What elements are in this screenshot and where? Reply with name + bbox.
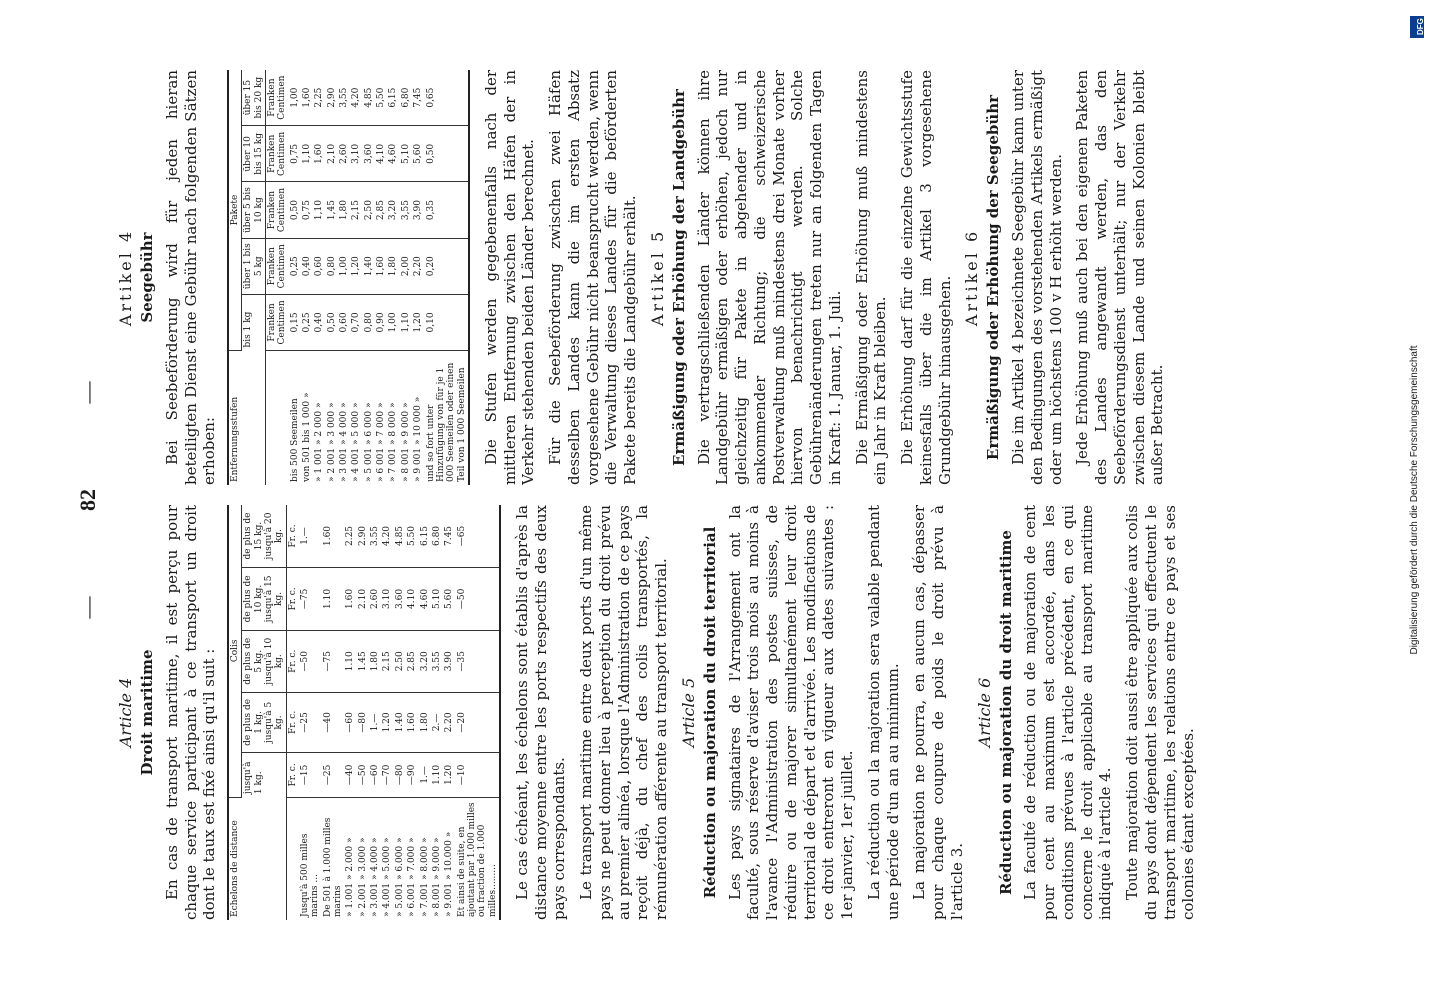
rate-cell: —40 (322, 692, 345, 753)
rate-cell: 2.25 (344, 505, 356, 567)
rate-cell: 0,70 (350, 294, 362, 350)
rate-cell: 3.55 (431, 630, 443, 692)
artikel-5-heading: Ermäßigung oder Erhöhung der Landgebühr (669, 89, 688, 466)
rate-cell: 1,45 (326, 182, 338, 238)
rate-cell: 0,50 (326, 294, 338, 350)
rate-cell: 4.20 (381, 505, 393, 567)
article-6-heading: Réduction ou majoration du droit maritime (996, 530, 1015, 895)
rate-cell: 5,50 (375, 70, 387, 126)
table-row (301, 70, 313, 485)
rate-cell: —10 (456, 753, 500, 797)
rate-cell: 0,25 (289, 238, 301, 294)
table-row (406, 505, 418, 920)
table-row (375, 70, 387, 485)
rate-cell: 0,50 (289, 182, 301, 238)
rate-cell: 1,80 (387, 238, 399, 294)
rate-cell: —60 (369, 753, 381, 797)
rate-cell: 0,90 (375, 294, 387, 350)
digitization-credit: Digitalisierung gefördert durch die Deutsche Forschungsgemeinschaft (1409, 345, 1420, 655)
rate-cell: 1.40 (394, 692, 406, 753)
rate-cell: 3.20 (419, 630, 431, 692)
artikel-5-para-1: Die vertragschließenden Länder können ihre Landgebühr ermäßigen oder erhöhen, jedoch nur gleichzeitig für Pakete in abgehender und in ankommender Richtung; die schweizerische Postverwaltung muß mindestens drei Monate vorher hiervon benachrichtigt werden. Solche Gebührenänderungen treten nur an folgenden Tagen in Kraft: 1. Januar, 1. Juli. (694, 70, 844, 485)
distance-label: » 1.001 » 2.000 » (345, 837, 356, 917)
page-number-line (75, 0, 101, 1000)
rate-cell: 6,80 (400, 70, 412, 126)
distance-label: von 501 bis 1 000 » (302, 392, 313, 482)
rate-cell: 4.10 (406, 567, 418, 630)
artikel-4-para-2: Für die Seebeförderung zwischen zwei Häfen desselben Landes kann die im ersten Absatz vorgesehene Gebühr nicht beansprucht werden, wenn die Verwaltung dieses Landes für die beförderten Pakete bereits die Landgebühr erhält. (546, 70, 640, 485)
rate-cell: —20 (456, 692, 500, 753)
unit-cell: Fr. c. (286, 505, 299, 567)
rate-cell: 2.90 (357, 505, 369, 567)
table-row (357, 505, 369, 920)
artikel-4-title: Artikel 4 (116, 228, 135, 327)
artikel-6-para-2: Jede Erhöhung muß auch bei den eigenen Paketen des Landes angewandt werden, das den Seebeförderungsdienst unterhält; nur der Verkehr zwischen diesem Lande und seinen Kolonien bleibt außer Betracht. (1073, 70, 1167, 485)
page-number: 82 (75, 489, 100, 511)
rate-cell: 1.45 (357, 630, 369, 692)
dfg-logo: DFG (1410, 16, 1424, 38)
rate-cell: 5.10 (431, 567, 443, 630)
rate-cell: —50 (299, 630, 322, 692)
article-6-title: Article 6 (974, 677, 994, 748)
weight-col-header: de plus de 15 kg. jusqu'à 20 kg. (242, 505, 286, 567)
rate-cell: 2.15 (381, 630, 393, 692)
weight-col-header: de plus de 1 kg. jusqu'à 5 kg. (242, 692, 286, 753)
rate-cell: 6,15 (387, 70, 399, 126)
rate-cell: 4,85 (363, 70, 375, 126)
artikel-6-para-1: Die im Artikel 4 bezeichnete Seegebühr kann unter den Bedingungen des vorstehenden Artikels ermäßigt oder um höchstens 100 v H erhöht werden. (1009, 70, 1065, 485)
weight-col-header: de plus de 5 kg. jusqu'à 10 kg. (242, 630, 286, 692)
rate-cell: 2,90 (326, 70, 338, 126)
rate-cell: 0,15 (289, 294, 301, 350)
unit-row (286, 505, 299, 920)
rate-cell: 6.80 (431, 505, 443, 567)
rate-cell: 2,10 (326, 126, 338, 182)
table-row (381, 505, 393, 920)
article-6-para-2: Toute majoration doit aussi être appliquée aux colis du pays dont dépendent les services qui effectuent le transport maritime, les relations entre ce pays et ses colonies étant exceptées. (1123, 505, 1198, 920)
table-row (387, 70, 399, 485)
distance-label: » 1 001 » 2 000 » (314, 402, 325, 482)
rate-cell: 0,50 (425, 126, 469, 182)
rate-cell: 0,80 (326, 238, 338, 294)
rate-cell: 0,60 (338, 294, 350, 350)
dash-right: — (75, 381, 100, 404)
rate-cell: 1,60 (313, 126, 325, 182)
table-row (313, 70, 325, 485)
french-column (110, 505, 1206, 920)
rate-cell: 3.60 (394, 567, 406, 630)
artikel-5-para-2: Die Ermäßigung oder Erhöhung muß mindestens ein Jahr in Kraft bleiben. (852, 70, 890, 485)
unit-cell: Fr. c. (286, 567, 299, 630)
artikel-6-heading: Ermäßigung oder Erhöhung der Seegebühr (984, 94, 1003, 461)
rate-cell: 0,35 (425, 182, 469, 238)
rate-cell: 1.10 (344, 630, 356, 692)
rate-cell: 4.60 (419, 567, 431, 630)
col-distance: Échelons de distance (228, 797, 286, 920)
rate-cell: 0,10 (425, 294, 469, 350)
table-row (400, 70, 412, 485)
rate-cell: 1,00 (338, 238, 350, 294)
table-row (344, 505, 356, 920)
rate-cell: 1,10 (313, 182, 325, 238)
rate-cell: 0,25 (301, 294, 313, 350)
rate-cell: 1.— (299, 505, 322, 567)
rate-cell: 3.55 (369, 505, 381, 567)
unit-spacer (286, 797, 299, 920)
rate-cell: 1.80 (419, 692, 431, 753)
rate-cell: 1,80 (338, 182, 350, 238)
rate-cell: —15 (299, 753, 322, 797)
rate-cell: —50 (456, 567, 500, 630)
rate-cell: 1.60 (406, 692, 418, 753)
rate-cell: 1.60 (322, 505, 345, 567)
rate-cell: —75 (299, 567, 322, 630)
table-row (425, 70, 469, 485)
rate-cell: 7,45 (412, 70, 424, 126)
distance-label: » 9 001 » 10 000 » (413, 396, 424, 482)
col-colis: Colis (228, 505, 242, 797)
rate-cell: —25 (322, 753, 345, 797)
weight-col-header: über 15 bis 20 kg (242, 70, 266, 126)
rate-cell: —90 (406, 753, 418, 797)
rate-cell: 1,60 (375, 238, 387, 294)
article-4-para-1: Le cas échéant, les échelons sont établis d'après la distance moyenne entre les ports respectifs des deux pays correspondants. (512, 505, 569, 920)
rate-cell: 1.60 (344, 567, 356, 630)
rate-cell: 0,40 (301, 238, 313, 294)
digitization-sidebar (1402, 8, 1432, 992)
distance-label: » 8 001 » 9 000 » (400, 402, 411, 482)
rate-cell: 3,55 (400, 182, 412, 238)
rate-cell: 0,65 (425, 70, 469, 126)
rate-cell: 0,75 (289, 126, 301, 182)
unit-cell: Fr. c. (286, 630, 299, 692)
article-5-heading: Réduction ou majoration du droit territorial (700, 526, 719, 899)
rate-cell: 1,20 (412, 294, 424, 350)
weight-col-header: über 5 bis 10 kg (242, 182, 266, 238)
rate-cell: 4,10 (375, 126, 387, 182)
rate-cell: 0,60 (313, 238, 325, 294)
artikel-4-heading: Seegebühr (138, 232, 156, 323)
rate-cell: 2,60 (338, 126, 350, 182)
table-row (456, 505, 500, 920)
artikel-5-title: Artikel 5 (647, 228, 667, 327)
rate-cell: 3.90 (443, 630, 455, 692)
distance-label: » 6.001 » 7.000 » (407, 837, 418, 917)
distance-label: » 2 001 » 3 000 » (326, 402, 337, 482)
rate-cell: 1,00 (387, 294, 399, 350)
rate-cell: 5.50 (406, 505, 418, 567)
distance-label: » 9.001 » 10.000 » (444, 831, 455, 917)
rate-cell: 2.20 (443, 692, 455, 753)
table-row (299, 505, 322, 920)
german-column (110, 70, 1175, 485)
rate-cell: 4,20 (350, 70, 362, 126)
weight-col-header: jusqu'à 1 kg. (242, 753, 286, 797)
artikel-5-para-3: Die Erhöhung darf für die einzelne Gewichtsstufe keinesfalls über die im Artikel 3 vorgesehene Grundgebühr hinausgehen. (898, 70, 954, 485)
rate-cell: —70 (381, 753, 393, 797)
rate-cell: 3,90 (412, 182, 424, 238)
rate-cell: 0,20 (425, 238, 469, 294)
article-4-intro: En cas de transport maritime, il est perçu pour chaque service participant à ce transport un droit dont le taux est fixé ainsi qu'il suit : (162, 505, 219, 920)
rate-cell: —65 (456, 505, 500, 567)
weight-col-header: bis 1 kg (242, 294, 266, 350)
rate-cell: 0,80 (363, 294, 375, 350)
rate-cell: 2.50 (394, 630, 406, 692)
rate-cell: 5,60 (412, 126, 424, 182)
table-row (419, 505, 431, 920)
rate-cell: 1,10 (301, 126, 313, 182)
table-row (363, 70, 375, 485)
table-row (443, 505, 455, 920)
table-row (412, 70, 424, 485)
maritime-rate-table-fr (227, 505, 501, 920)
artikel-6-title: Artikel 6 (962, 228, 982, 327)
rate-cell: 2,15 (350, 182, 362, 238)
rate-cell: 1,00 (289, 70, 301, 126)
rate-cell: 2,85 (375, 182, 387, 238)
rate-cell: 1.— (419, 753, 431, 797)
article-4-heading: Droit maritime (138, 649, 156, 776)
rate-cell: 1,10 (400, 294, 412, 350)
col-entfernung: Entfernungsstufen (228, 351, 266, 485)
maritime-rate-table-de (227, 70, 470, 485)
unit-row (266, 70, 289, 485)
rate-cell: —40 (344, 753, 356, 797)
rate-cell: 6.15 (419, 505, 431, 567)
article-6-para-1: La faculté de réduction ou de majoration de cent pour cent au maximum est accordée, dans les conditions prévues à l'article précédent, en ce qui concerne le droit applicable au transport maritime indiqué à l'article 4. (1021, 505, 1115, 920)
rate-cell: 1.10 (322, 567, 345, 630)
artikel-4-intro: Bei Seebeförderung wird für jeden hieran beteiligten Dienst eine Gebühr nach folgenden Sätzen erhoben: (162, 70, 219, 485)
rate-cell: —50 (357, 753, 369, 797)
rate-cell: 4,60 (387, 126, 399, 182)
rate-cell: 2.60 (369, 567, 381, 630)
col-pakete: Pakete (228, 70, 242, 351)
dash-left: — (75, 596, 100, 619)
distance-label: » 3 001 » 4 000 » (339, 402, 350, 482)
distance-label: » 7.001 » 8.000 » (419, 837, 430, 917)
article-4-title: Article 4 (116, 677, 135, 748)
unit-cell: Franken Centimen (266, 126, 289, 182)
unit-cell: Fr. c. (286, 692, 299, 753)
distance-label: » 4.001 » 5.000 » (382, 837, 393, 917)
rate-cell: —80 (357, 692, 369, 753)
article-5-title: Article 5 (678, 677, 698, 748)
rate-cell: 3,20 (387, 182, 399, 238)
rate-cell: 1,60 (301, 70, 313, 126)
rate-cell: 3,55 (338, 70, 350, 126)
rate-cell: 7.45 (443, 505, 455, 567)
weight-col-header: über 1 bis 5 kg (242, 238, 266, 294)
rate-cell: 2,25 (313, 70, 325, 126)
distance-label: » 5.001 » 6.000 » (394, 837, 405, 917)
unit-cell: Franken Centimen (266, 70, 289, 126)
rate-cell: 2.— (431, 692, 443, 753)
rate-cell: 2.85 (406, 630, 418, 692)
rate-cell: 1.80 (369, 630, 381, 692)
table-row (322, 505, 345, 920)
table-row (289, 70, 301, 485)
article-5-para-3: La majoration ne pourra, en aucun cas, dépasser pour chaque coupure de poids le droit prévu à l'article 3. (910, 505, 966, 920)
rate-cell: 4.85 (394, 505, 406, 567)
table-row (431, 505, 443, 920)
rate-cell: 3.10 (381, 567, 393, 630)
rate-cell: —60 (344, 692, 356, 753)
table-row (350, 70, 362, 485)
distance-label: und so fort unter Hinzufügung von für je 1 000 Seemeilen oder einen Teil von 1 000 Seemeilen (425, 351, 469, 485)
weight-col-header: de plus de 10 kg. jusqu'à 15 kg. (242, 567, 286, 630)
weight-col-header: über 10 bis 15 kg (242, 126, 266, 182)
table-row (326, 70, 338, 485)
article-4-para-2: Le transport maritime entre deux ports d'un même pays ne peut donner lieu à perception du droit prévu au premier alinéa, lorsque l'Administration de ce pays reçoit déjà, du chef des colis transportés, la rémunération afférente au transport territorial. (577, 505, 671, 920)
rate-cell: —75 (322, 630, 345, 692)
rate-cell: 3,60 (363, 126, 375, 182)
rate-cell: 1,40 (363, 238, 375, 294)
distance-label: » 2.001 » 3.000 » (357, 837, 368, 917)
rate-cell: 1,20 (350, 238, 362, 294)
rate-cell: 1.— (369, 692, 381, 753)
rate-cell: 2,20 (412, 238, 424, 294)
unit-cell: Franken Centimen (266, 294, 289, 350)
rate-cell: 5.60 (443, 567, 455, 630)
unit-cell: Franken Centimen (266, 238, 289, 294)
article-5-para-2: La réduction ou la majoration sera valable pendant une période d'un an au minimum. (864, 505, 902, 920)
distance-label: » 3.001 » 4.000 » (370, 837, 381, 917)
rate-cell: 2,50 (363, 182, 375, 238)
rate-cell: 1.20 (381, 692, 393, 753)
rate-cell: 1.20 (443, 753, 455, 797)
rate-cell: 5,10 (400, 126, 412, 182)
artikel-4-para-1: Die Stufen werden gegebenenfalls nach der mittleren Entfernung zwischen den Häfen der in Verkehr stehenden beiden Länder berechnet. (481, 70, 538, 485)
table-row (338, 70, 350, 485)
distance-label: De 501 à 1.000 milles marins (322, 817, 344, 917)
article-5-para-1: Les pays signataires de l'Arrangement ont la faculté, sous réserve d'aviser trois mois au moins à l'avance l'Administration des postes suisses, de réduire ou de majorer simultanément leur droit territorial de départ et d'arrivée. Les modifications de ce droit entreront en vigueur aux dates suivantes : 1er janvier, 1er juillet. (725, 505, 857, 920)
rate-cell: —35 (456, 630, 500, 692)
distance-label: » 4 001 » 5 000 » (351, 402, 362, 482)
rate-cell: 0,75 (301, 182, 313, 238)
unit-cell: Franken Centimen (266, 182, 289, 238)
unit-cell: Fr. c. (286, 753, 299, 797)
rate-cell: 2.10 (357, 567, 369, 630)
distance-label: Jusqu'à 500 milles marins ... (300, 833, 321, 917)
rate-cell: 3,10 (350, 126, 362, 182)
table-row (369, 505, 381, 920)
rate-cell: —25 (299, 692, 322, 753)
table-row (394, 505, 406, 920)
distance-label: » 6 001 » 7 000 » (376, 402, 387, 482)
rate-cell: 2,00 (400, 238, 412, 294)
distance-label: bis 500 Seemeilen (289, 398, 300, 482)
rate-cell: —80 (394, 753, 406, 797)
rate-cell: 1.10 (431, 753, 443, 797)
distance-label: » 5 001 » 6 000 » (363, 402, 374, 482)
distance-label: » 7 001 » 8 000 » (388, 402, 399, 482)
distance-label: » 8.001 » 9.000 » (431, 837, 442, 917)
rate-cell: 0,40 (313, 294, 325, 350)
distance-label: Et ainsi de suite, en ajoutant par 1.000 milles ou fraction de 1.000 milles......... (456, 797, 500, 920)
unit-spacer (266, 351, 289, 485)
